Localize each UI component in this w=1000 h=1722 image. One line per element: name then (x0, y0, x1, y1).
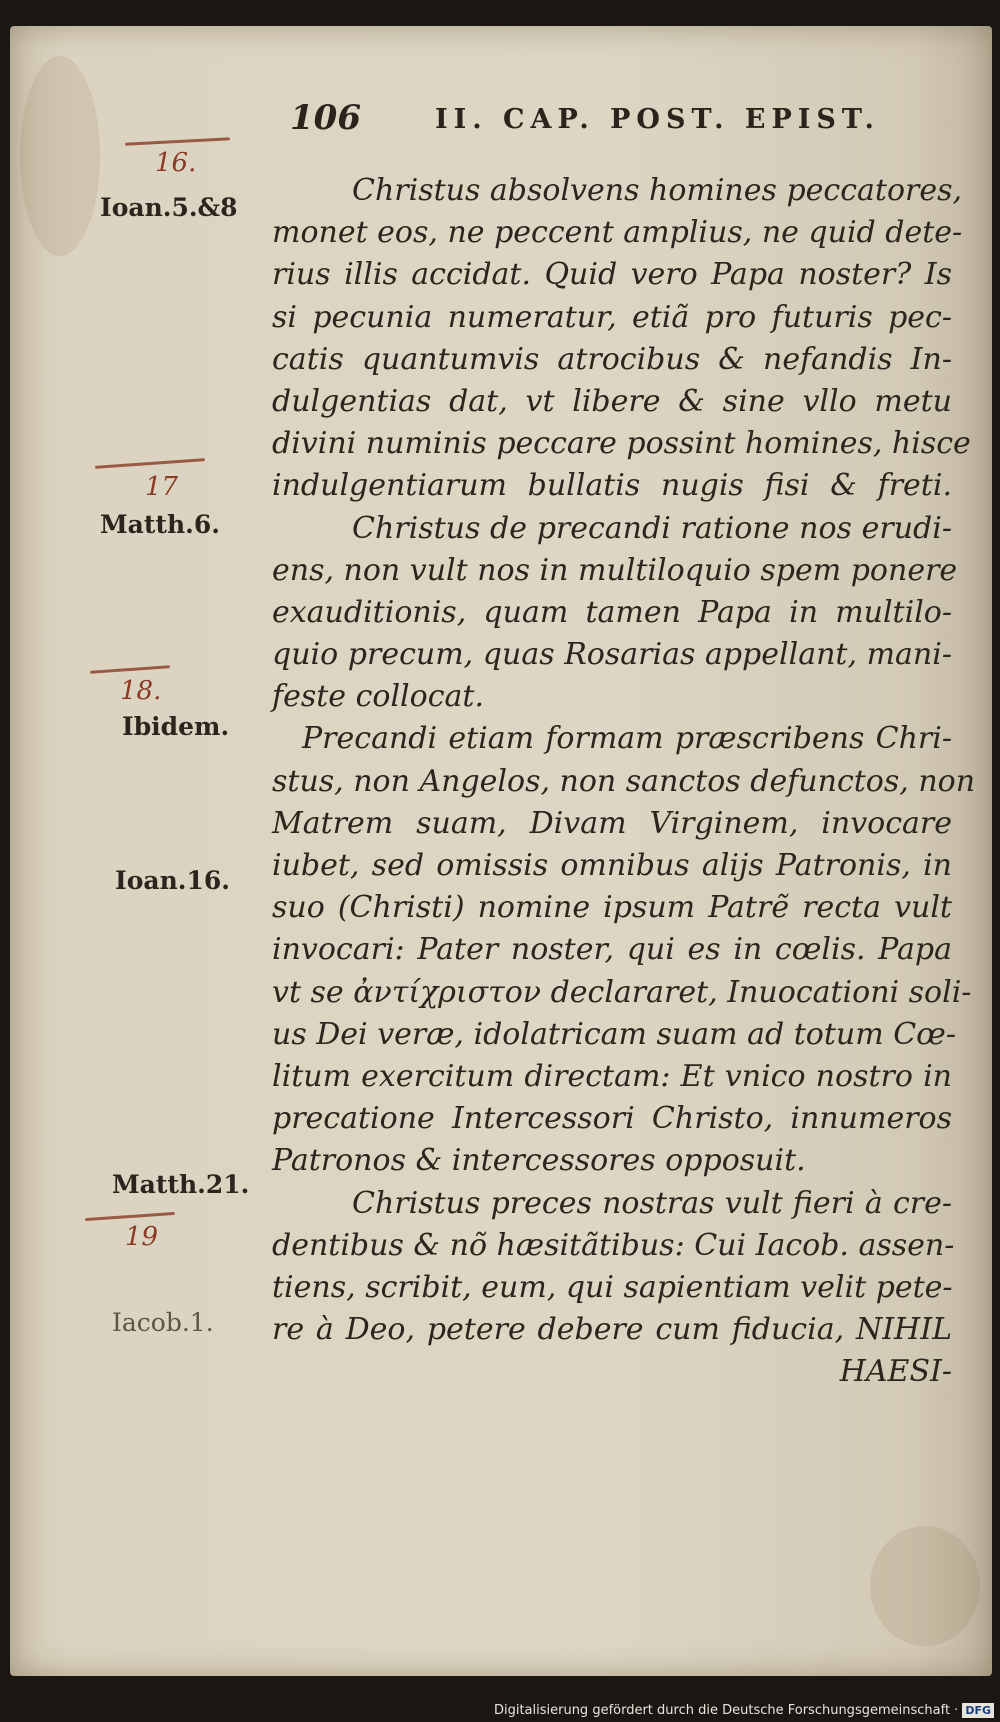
text-line: Christus absolvens homines peccatores, (352, 173, 963, 208)
text-line: monet eos, ne peccent amplius, ne quid dete- (272, 215, 963, 251)
margin-number: 19 (125, 1222, 159, 1252)
text-line: invocari: Pater noster, qui es in cœlis. Papa (272, 932, 952, 968)
page-header (290, 98, 930, 148)
text-line: vt se ἀντίχριστον declararet, Inuocationi soli- (272, 974, 972, 1010)
margin-number: 17 (145, 472, 179, 502)
text-line: Precandi etiam formam præscribens Chri- (302, 721, 952, 757)
footer-credit: Digitalisierung gefördert durch die Deutsche Forschungsgemeinschaft · (493, 1703, 959, 1718)
text-line: exauditionis, quam tamen Papa in multilo- (272, 594, 952, 630)
text-line: rius illis accidat. Quid vero Papa noster? Is (272, 257, 952, 293)
text-line: stus, non Angelos, non sanctos defunctos, non (272, 763, 976, 799)
text-line: divini numinis peccare possint homines, hisce (272, 426, 971, 462)
page-number: 106 (290, 98, 361, 138)
text-line: quio precum, quas Rosarias appellant, mani- (272, 637, 952, 673)
text-line: Patronos & intercessores opposuit. (272, 1143, 806, 1179)
text-line: precatione Intercessori Christo, innumeros (272, 1101, 952, 1137)
margin-reference: Iacob.1. (112, 1308, 214, 1337)
text-line: suo (Christi) nomine ipsum Patrẽ recta vult (272, 890, 952, 926)
body-text (272, 170, 976, 1393)
text-line: litum exercitum directam: Et vnico nostro in (272, 1058, 952, 1094)
text-line: Christus preces nostras vult fieri à cre- (352, 1185, 952, 1221)
text-line: feste collocat. (272, 679, 484, 715)
margin-reference: Ioan.16. (115, 866, 230, 895)
text-line: iubet, sed omissis omnibus alijs Patronis, in (272, 848, 952, 883)
text-line: re à Deo, petere debere cum fiducia, NIHIL (272, 1312, 952, 1348)
text-line: dulgentias dat, vt libere & sine vllo metu (272, 383, 952, 419)
text-line: us Dei veræ, idolatricam suam ad totum Cœ- (272, 1016, 956, 1052)
text-line: ens, non vult nos in multiloquio spem ponere (272, 552, 958, 588)
text-line: Matrem suam, Divam Virginem, invocare (272, 805, 952, 841)
text-line: tiens, scribit, eum, qui sapientiam velit pete- (272, 1269, 953, 1305)
text-line: Christus de precandi ratione nos erudi- (352, 510, 952, 546)
margin-reference: Ioan.5.&8 (100, 193, 238, 222)
text-line: catis quantumvis atrocibus & nefandis In- (272, 341, 952, 377)
margin-reference: Matth.21. (112, 1170, 250, 1199)
text-line: si pecunia numeratur, etiã pro futuris pec- (272, 299, 952, 335)
margin-reference: Ibidem. (122, 712, 230, 741)
margin-reference: Matth.6. (100, 510, 220, 539)
paper-stain (20, 56, 100, 256)
digitization-footer (494, 1703, 994, 1718)
running-head: II. CAP. POST. EPIST. (435, 104, 880, 135)
margin-number: 18. (120, 676, 162, 706)
catchword: HAESI- (839, 1354, 952, 1390)
margin-number: 16. (155, 148, 197, 178)
text-line: dentibus & nõ hæsitãtibus: Cui Iacob. assen- (272, 1227, 955, 1263)
text-line: indulgentiarum bullatis nugis fisi & freti. (272, 468, 952, 504)
dfg-logo: DFG (962, 1703, 994, 1718)
paper-stain (870, 1526, 980, 1646)
